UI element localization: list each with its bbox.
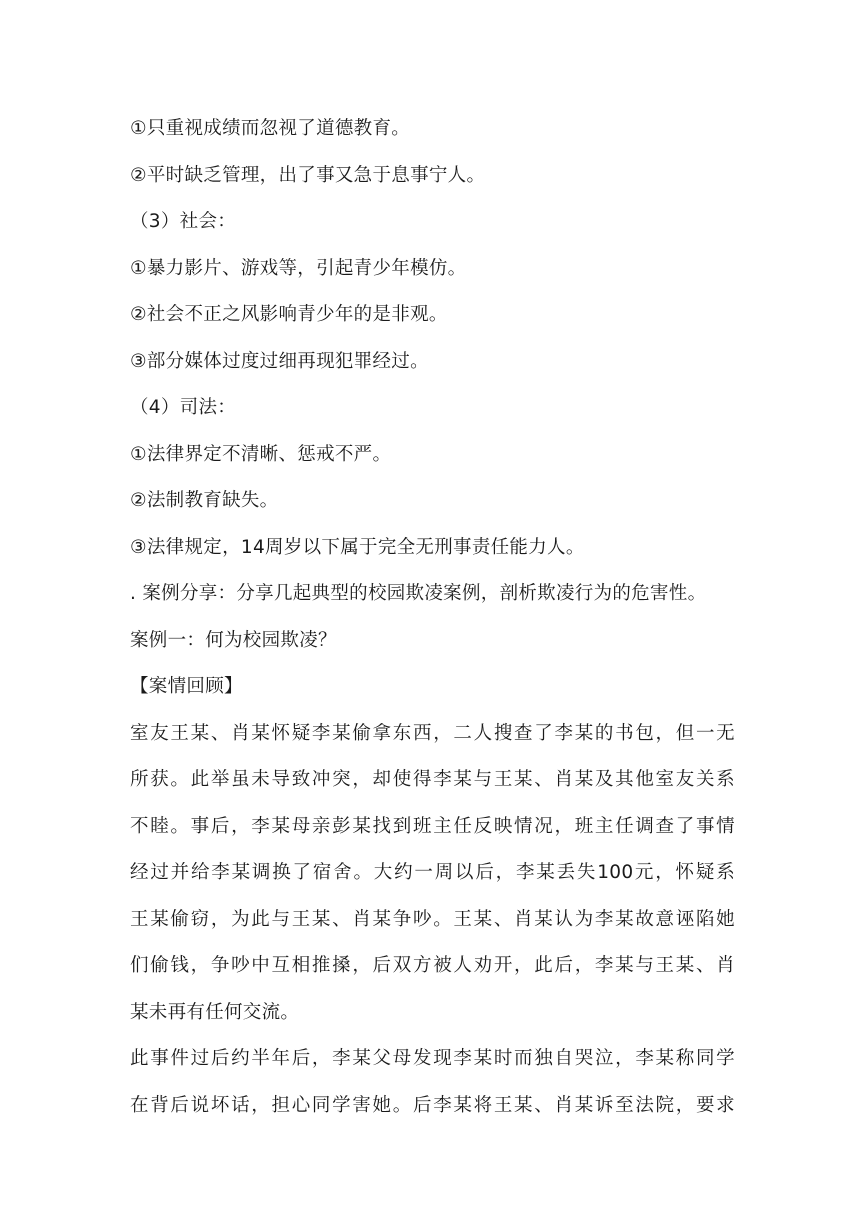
text-line: ②法制教育缺失。	[130, 490, 279, 511]
text-line: ③法律规定，14周岁以下属于完全无刑事责任能力人。	[130, 536, 585, 558]
case-review-paragraph	[130, 711, 735, 1037]
text-line: ③部分媒体过度过细再现犯罪经过。	[130, 350, 429, 372]
follow-up-paragraph	[130, 1036, 735, 1129]
paragraph-line: 此事件过后约半年后，李某父母发现李某时而独自哭泣，李某称同学	[130, 1048, 735, 1069]
paragraph-line: 室友王某、肖某怀疑李某偷拿东西，二人搜查了李某的书包，但一无	[130, 722, 735, 744]
section-heading-judicial: （4）司法：	[130, 397, 237, 418]
document-page	[130, 106, 735, 1129]
case-review-heading: 【案情回顾】	[130, 676, 243, 697]
paragraph-line: 所获。此举虽未导致冲突，却使得李某与王某、肖某及其他室友关系	[130, 769, 735, 790]
text-line: ①法律界定不清晰、惩戒不严。	[130, 443, 392, 465]
case-one-title: 案例一：何为校园欺凌？	[130, 629, 337, 651]
text-line: ②社会不正之风影响青少年的是非观。	[130, 304, 448, 325]
case-sharing-intro: . 案例分享：分享几起典型的校园欺凌案例，剖析欺凌行为的危害性。	[130, 583, 707, 604]
text-line: ①只重视成绩而忽视了道德教育。	[130, 118, 411, 139]
paragraph-line: 在背后说坏话，担心同学害她。后李某将王某、肖某诉至法院，要求	[130, 1094, 735, 1116]
paragraph-line: 某未再有任何交流。	[130, 1001, 300, 1023]
paragraph-line: 不睦。事后，李某母亲彭某找到班主任反映情况，班主任调查了事情	[130, 815, 735, 837]
text-line: ①暴力影片、游戏等，引起青少年模仿。	[130, 257, 467, 279]
text-line: ②平时缺乏管理，出了事又急于息事宁人。	[130, 164, 486, 186]
section-heading-society: （3）社会：	[130, 211, 237, 232]
paragraph-line: 王某偷窃，为此与王某、肖某争吵。王某、肖某认为李某故意诬陷她	[130, 908, 735, 930]
paragraph-line: 们偷钱，争吵中互相推搡，后双方被人劝开，此后，李某与王某、肖	[130, 955, 735, 976]
paragraph-line: 经过并给李某调换了宿舍。大约一周以后，李某丢失100元，怀疑系	[130, 862, 735, 883]
